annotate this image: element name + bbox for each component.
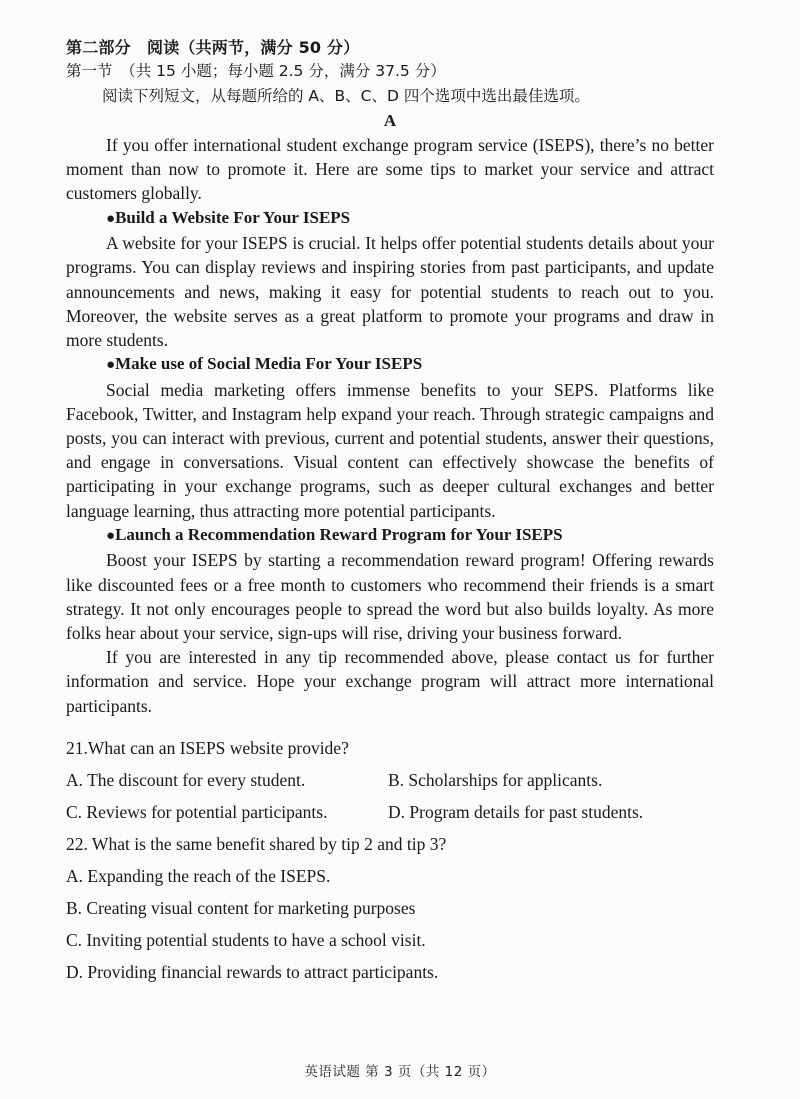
tip-heading-1: ●Build a Website For Your ISEPS — [106, 207, 351, 227]
option-22-c: C. Inviting potential students to have a school visit. — [66, 929, 426, 950]
part-title: 第二部分 阅读（共两节，满分 50 分） — [66, 38, 360, 57]
passage-closing: If you are interested in any tip recommended above, please contact us for further information and service. Hope your exchange program will attract more international participants. — [66, 647, 714, 716]
bullet-icon: ● — [106, 357, 116, 374]
question-21-stem: 21.What can an ISEPS website provide? — [66, 737, 349, 758]
page-footer: 英语试题 第 3 页（共 12 页） — [304, 1064, 496, 1080]
option-21-c: C. Reviews for potential participants. — [66, 801, 328, 822]
section-title: 第一节 （共 15 小题；每小题 2.5 分，满分 37.5 分） — [66, 62, 446, 80]
question-22-stem: 22. What is the same benefit shared by tip 2 and tip 3? — [66, 833, 447, 854]
exam-page — [66, 36, 714, 984]
tip-body-2: Social media marketing offers immense benefits to your SEPS. Platforms like Facebook, Twitter, and Instagram help expand your reach. Through strategic campaigns and posts, you can interact with previous, current and potential students, answer their questions, and engage in conversations. Visual content can effectively showcase the benefits of participating in your exchange programs, such as deeper cultural exchanges and better language learning, thus attracting more potential participants. — [66, 379, 714, 521]
option-21-a: A. The discount for every student. — [66, 769, 306, 790]
passage-intro: If you offer international student exchange program service (ISEPS), there’s no better moment than now to promote it. Here are some tips to market your service and attract customers globally. — [66, 135, 714, 204]
tip-heading-2: ●Make use of Social Media For Your ISEPS — [106, 354, 423, 374]
passage-letter: A — [383, 111, 397, 130]
option-21-b: B. Scholarships for applicants. — [388, 769, 603, 790]
instruction: 阅读下列短文，从每题所给的 A、B、C、D 四个选项中选出最佳选项。 — [102, 87, 590, 105]
tip-body-3: Boost your ISEPS by starting a recommendation reward program! Offering rewards like discounted fees or a free month to customers who recommend their friends is a smart strategy. It not only encourages people to spread the word but also builds loyalty. As more folks hear about your service, sign-ups will rise, driving your business forward. — [66, 550, 714, 643]
option-22-d: D. Providing financial rewards to attract participants. — [66, 961, 439, 982]
option-21-d: D. Program details for past students. — [388, 801, 644, 822]
tip-heading-3: ●Launch a Recommendation Reward Program for Your ISEPS — [106, 524, 563, 544]
bullet-icon: ● — [106, 210, 116, 227]
question-21-options — [66, 768, 714, 824]
option-22-a: A. Expanding the reach of the ISEPS. — [66, 865, 331, 886]
tip-body-1: A website for your ISEPS is crucial. It helps offer potential students details about your programs. You can display reviews and inspiring stories from past participants, and update announcements and news, making it easy for potential students to reach out to you. Moreover, the website serves as a great platform to promote your programs and draw in more students. — [66, 233, 714, 350]
bullet-icon: ● — [106, 527, 116, 544]
option-22-b: B. Creating visual content for marketing purposes — [66, 897, 416, 918]
